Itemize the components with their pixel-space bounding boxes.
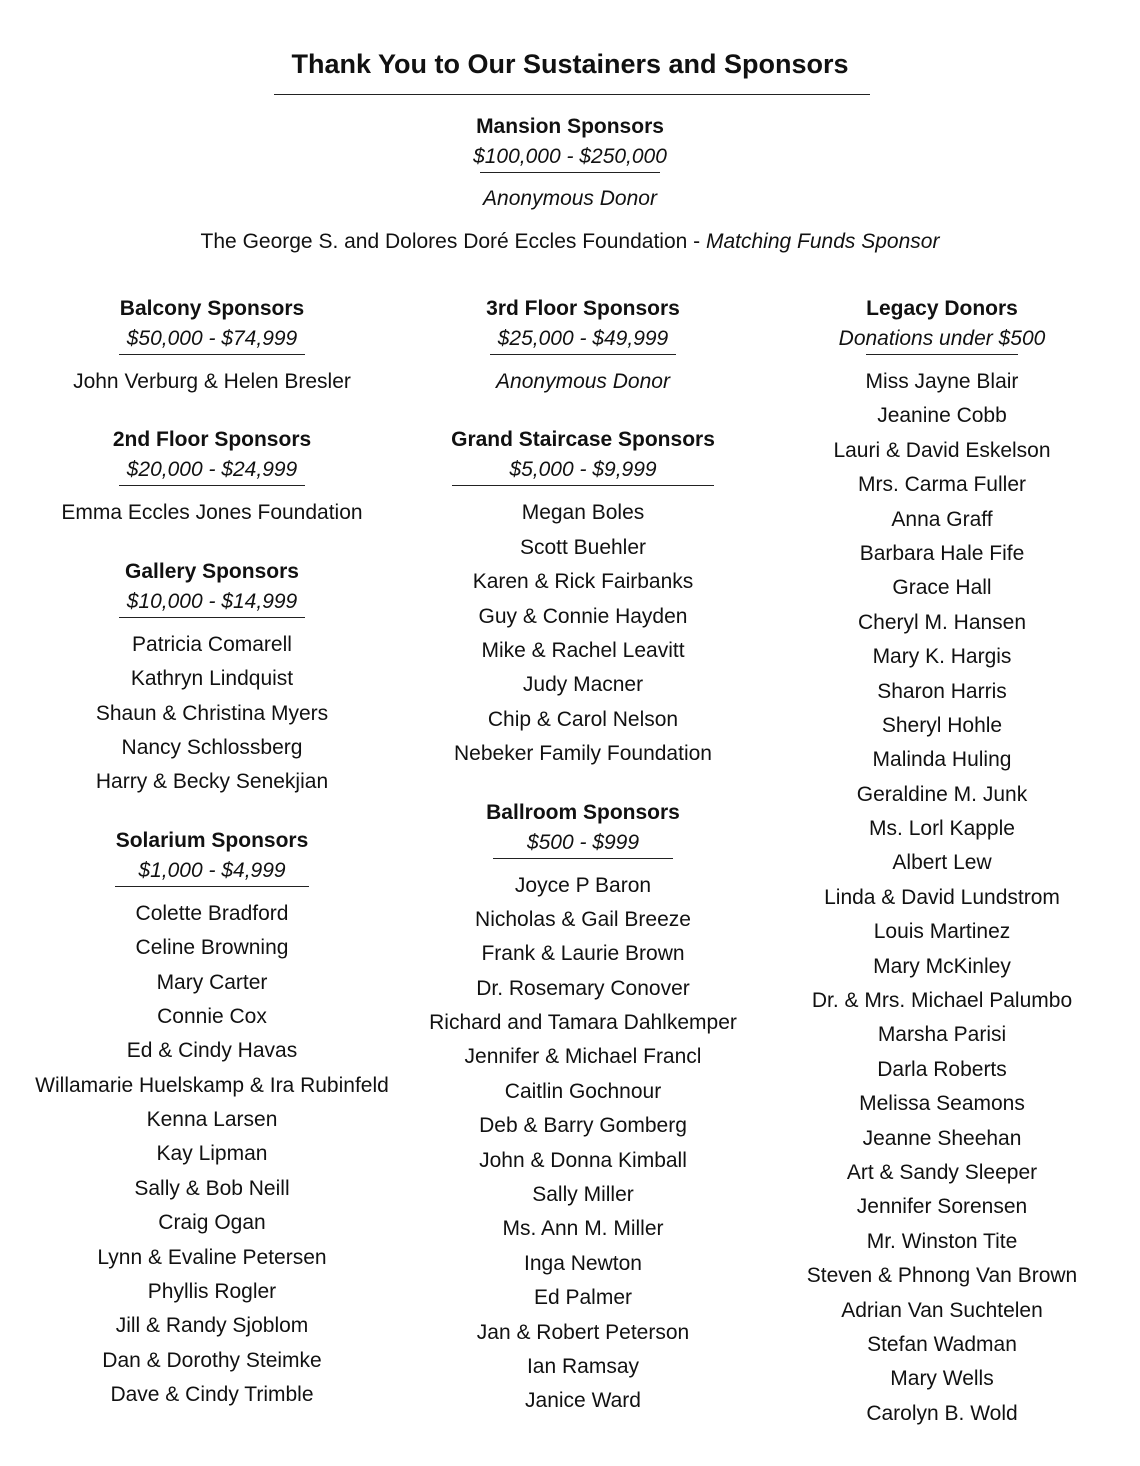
page-title: Thank You to Our Sustainers and Sponsors (291, 49, 849, 79)
matching-funds-sponsor (0, 227, 1140, 257)
donor-name: Frank & Laurie Brown (481, 942, 685, 966)
third-floor-group (405, 294, 761, 399)
donor-name: Sheryl Hohle (881, 713, 1003, 737)
donor-name: Mary Wells (890, 1367, 994, 1391)
donor-name: Steven & Phnong Van Brown (806, 1264, 1078, 1288)
donor-name: Linda & David Lundstrom (824, 885, 1060, 909)
group-divider (452, 485, 714, 486)
group-range: $1,000 - $4,999 (138, 858, 286, 882)
donor-name: Adrian Van Suchtelen (841, 1298, 1043, 1322)
mansion-section (0, 112, 1140, 257)
donor-name: Louis Martinez (873, 920, 1011, 944)
group-range: Donations under $500 (838, 327, 1046, 350)
donor-name: Miss Jayne Blair (865, 370, 1019, 393)
balcony-group (12, 294, 412, 399)
name-list (405, 496, 761, 771)
group-title: Solarium Sponsors (115, 828, 309, 852)
donor-name: Kay Lipman (156, 1142, 268, 1166)
donor-name: Dan & Dorothy Steimke (102, 1348, 322, 1372)
name-list (12, 897, 412, 1413)
donor-name: Celine Browning (135, 936, 289, 960)
donor-name: Mr. Winston Tite (866, 1229, 1018, 1253)
group-title: Grand Staircase Sponsors (451, 428, 715, 452)
donor-name: Ed Palmer (533, 1286, 633, 1310)
mansion-anonymous-donor: Anonymous Donor (483, 187, 657, 210)
donor-name: Dr. & Mrs. Michael Palumbo (811, 989, 1073, 1013)
donor-name: Ms. Lorl Kapple (869, 817, 1015, 841)
group-divider (119, 354, 305, 355)
donor-name: Mary McKinley (873, 954, 1011, 978)
mansion-title: Mansion Sponsors (476, 115, 664, 138)
donor-name: Albert Lew (892, 851, 992, 875)
donor-name: Malinda Huling (872, 748, 1012, 772)
group-range: $5,000 - $9,999 (509, 458, 657, 482)
group-title: Ballroom Sponsors (486, 800, 680, 824)
donor-name: Geraldine M. Junk (856, 782, 1028, 806)
donor-name: Mrs. Carma Fuller (857, 473, 1026, 497)
group-title: Gallery Sponsors (125, 559, 299, 583)
name-list (12, 628, 412, 800)
donor-name: Janice Ward (525, 1389, 641, 1413)
group-range: $500 - $999 (526, 830, 640, 854)
name-list (790, 365, 1094, 1431)
donor-name: Patricia Comarell (132, 632, 292, 656)
donor-name: Karen & Rick Fairbanks (472, 570, 694, 594)
group-title: Legacy Donors (866, 297, 1018, 320)
donor-name: Jan & Robert Peterson (476, 1320, 690, 1344)
donor-name: Ian Ramsay (526, 1354, 640, 1378)
donor-name: Deb & Barry Gomberg (479, 1114, 687, 1138)
donor-name: Mary K. Hargis (872, 645, 1012, 669)
donor-name: Megan Boles (521, 501, 645, 525)
donor-name: Jennifer Sorensen (856, 1195, 1028, 1219)
group-range: $10,000 - $14,999 (126, 589, 298, 613)
name-list (405, 365, 761, 399)
middle-column (405, 294, 761, 1419)
name-list (12, 496, 412, 530)
foundation-name: The George S. and Dolores Doré Eccles Foundation - (200, 230, 706, 253)
donor-name: Barbara Hale Fife (859, 541, 1025, 565)
group-divider (866, 354, 1018, 355)
donor-name: Judy Macner (522, 673, 644, 697)
donor-name: Chip & Carol Nelson (487, 707, 679, 731)
mansion-range: $100,000 - $250,000 (473, 145, 667, 168)
group-divider (115, 886, 309, 887)
group-divider (119, 617, 305, 618)
donor-name: Kenna Larsen (146, 1108, 278, 1132)
donor-name: Willamarie Huelskamp & Ira Rubinfeld (35, 1073, 389, 1097)
donor-name: Ms. Ann M. Miller (502, 1217, 664, 1241)
donor-name: Guy & Connie Hayden (478, 604, 688, 628)
donor-name: John & Donna Kimball (479, 1148, 687, 1172)
donor-name: Anna Graff (891, 507, 993, 531)
donor-name: Lynn & Evaline Petersen (97, 1245, 327, 1269)
foundation-role: Matching Funds Sponsor (705, 230, 940, 253)
donor-name: Nancy Schlossberg (121, 735, 303, 759)
donor-name: Harry & Becky Senekjian (95, 770, 329, 794)
donor-name: Richard and Tamara Dahlkemper (429, 1011, 737, 1035)
group-divider (119, 485, 305, 486)
donor-name: Melissa Seamons (859, 1092, 1025, 1116)
donor-name: Connie Cox (157, 1004, 267, 1028)
mansion-divider (480, 172, 660, 173)
group-divider (493, 858, 673, 859)
donor-name: Ed & Cindy Havas (126, 1039, 298, 1063)
group-range: $25,000 - $49,999 (497, 327, 669, 350)
donor-name: Jeanne Sheehan (862, 1126, 1022, 1150)
group-title: 3rd Floor Sponsors (486, 297, 680, 320)
donor-name: Sally & Bob Neill (134, 1176, 290, 1200)
group-range: $50,000 - $74,999 (126, 327, 298, 350)
donor-name: Sharon Harris (877, 679, 1007, 703)
donor-name: Stefan Wadman (867, 1332, 1017, 1356)
donor-name: Art & Sandy Sleeper (846, 1160, 1038, 1184)
right-column (790, 294, 1094, 1431)
donor-name: Mike & Rachel Leavitt (481, 638, 685, 662)
donor-name: Sally Miller (532, 1183, 634, 1207)
donor-name: Cheryl M. Hansen (857, 610, 1027, 634)
solarium-group (12, 826, 412, 1413)
donor-name: Colette Bradford (135, 901, 289, 925)
donor-name: Dave & Cindy Trimble (110, 1383, 314, 1407)
legacy-group (790, 294, 1094, 1431)
donor-name: Scott Buehler (519, 535, 647, 559)
donor-name: Kathryn Lindquist (130, 667, 294, 691)
name-list (405, 869, 761, 1419)
donor-name: Jennifer & Michael Francl (464, 1045, 702, 1069)
title-divider (274, 94, 870, 95)
donor-name: Phyllis Rogler (147, 1280, 277, 1304)
left-column (12, 294, 412, 1413)
second-floor-group (12, 425, 412, 530)
donor-name: Nebeker Family Foundation (454, 742, 712, 766)
donor-name: John Verburg & Helen Bresler (73, 370, 351, 393)
name-list (12, 365, 412, 399)
donor-name: Nicholas & Gail Breeze (475, 907, 691, 931)
donor-name: Jeanine Cobb (877, 404, 1007, 428)
donor-name: Anonymous Donor (496, 370, 670, 393)
group-range: $20,000 - $24,999 (126, 458, 298, 482)
donor-name: Inga Newton (524, 1251, 642, 1275)
donor-name: Carolyn B. Wold (866, 1401, 1018, 1425)
grand-staircase-group (405, 425, 761, 771)
group-title: Balcony Sponsors (119, 297, 305, 320)
ballroom-group (405, 798, 761, 1419)
donor-name: Jill & Randy Sjoblom (115, 1314, 309, 1338)
donor-name: Caitlin Gochnour (504, 1079, 662, 1103)
donor-name: Dr. Rosemary Conover (476, 976, 690, 1000)
donor-name: Darla Roberts (877, 1057, 1007, 1081)
group-divider (490, 354, 676, 355)
donor-name: Grace Hall (892, 576, 992, 600)
donor-name: Marsha Parisi (877, 1023, 1007, 1047)
donor-name: Mary Carter (156, 970, 268, 994)
donor-name: Shaun & Christina Myers (95, 701, 329, 725)
donor-name: Craig Ogan (158, 1211, 266, 1235)
donor-name: Joyce P Baron (514, 873, 652, 897)
gallery-group (12, 557, 412, 800)
donor-name: Lauri & David Eskelson (833, 438, 1051, 462)
donor-name: Emma Eccles Jones Foundation (61, 501, 363, 525)
group-title: 2nd Floor Sponsors (112, 428, 312, 452)
